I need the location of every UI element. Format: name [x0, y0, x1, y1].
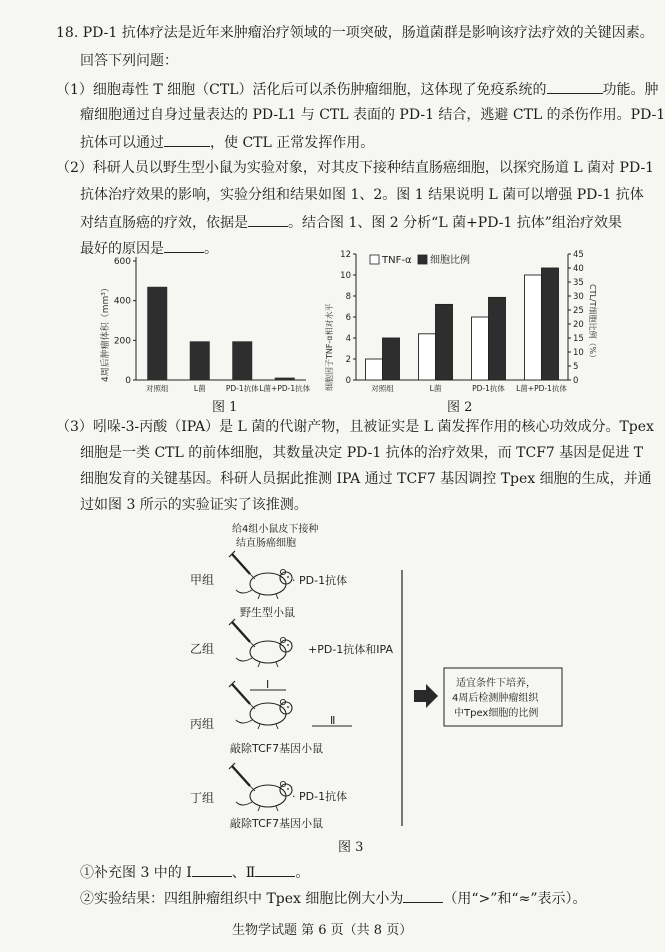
group-4-name: 丁组: [190, 791, 215, 805]
part2-line3: [80, 212, 622, 232]
fig1-y-tick-label: 0: [125, 376, 131, 386]
legend-label-tnf: TNF-α: [382, 255, 412, 266]
fig1-bar: [232, 341, 252, 380]
part2-line1: （2）科研人员以野生型小鼠为实验对象，对其皮下接种结直肠癌细胞，以探究肠道 L 菌对 PD-1: [56, 160, 655, 176]
fig1-y-tick-label: 400: [113, 296, 131, 307]
fig2-left-tick-label: 4: [345, 334, 351, 344]
part3-line1: （3）吲哚-3-丙酸（IPA）是 L 菌的代谢产物，且被证实是 L 菌发挥作用的核心功效成分。Tpex: [56, 419, 654, 435]
group-4-treatment: · PD-1抗体: [292, 790, 348, 803]
part2-text-a: 对结直肠癌的疗效，依据是: [80, 215, 248, 231]
fig1-bar: [190, 341, 210, 380]
subq2-text-b: （用“>”和“≈”表示）。: [443, 891, 587, 907]
fig1-x-tick-label: L菌: [193, 384, 206, 393]
legend-label-cell: 细胞比例: [430, 255, 470, 266]
fig3-top-note-1: 给4组小鼠皮下接种: [232, 524, 319, 535]
fig2-left-tick-label: 10: [340, 271, 351, 281]
part2-text-d: 。: [204, 241, 218, 257]
fig1-y-tick-label: 600: [113, 257, 131, 267]
fig2-bar-tnf: [472, 317, 489, 380]
figure-1-chart: [96, 254, 318, 404]
fig2-x-tick-label: 对照组: [371, 384, 394, 393]
fig2-ylabel-right: CTL/T细胞比例（%）: [588, 284, 597, 363]
figure-3-caption: 图 3: [338, 840, 364, 855]
part1-text-a: （1）细胞毒性 T 细胞（CTL）活化后可以杀伤肿瘤细胞，这体现了免疫系统的: [56, 82, 547, 98]
mouse-syringe-icon: [229, 619, 292, 667]
fig2-bar-cell: [383, 338, 400, 380]
fig1-ylabel: 4周后肿瘤体积（mm³）: [101, 283, 111, 382]
answer-blank-5[interactable]: [192, 862, 232, 877]
group-3-treatment-blank[interactable]: Ⅱ: [330, 714, 336, 727]
figure-2-chart: [318, 246, 596, 404]
legend-swatch-tnf: [370, 255, 379, 264]
right-arrow-icon: [414, 684, 438, 708]
fig2-right-tick-label: 10: [573, 348, 584, 358]
subq1-text-c: 。: [295, 865, 310, 881]
part3-line3: 细胞发育的关键基因。科研人员据此推测 IPA 通过 TCF7 基因调控 Tpex 细胞的生成，并通: [80, 471, 652, 487]
fig1-x-tick-label: PD-1抗体: [225, 384, 259, 393]
fig2-ylabel-left: 细胞因子TNF-α相对水平: [325, 303, 334, 391]
fig2-right-tick-label: 5: [573, 362, 579, 372]
figure-1-caption: 图 1: [212, 400, 238, 415]
fig2-bar-cell: [489, 297, 506, 380]
fig2-right-tick-label: 35: [573, 278, 584, 288]
part2-text-c: 最好的原因是: [80, 241, 164, 257]
fig2-right-tick-label: 45: [573, 250, 584, 260]
group-1-mouse: 野生型小鼠: [240, 606, 295, 619]
fig2-x-tick-label: PD-1抗体: [472, 384, 505, 393]
group-2-mouse-blank[interactable]: Ⅰ: [266, 678, 270, 691]
mouse-syringe-icon: [229, 763, 292, 811]
fig3-top-note-2: 结直肠癌细胞: [236, 538, 296, 549]
fig1-y-tick-label: 200: [113, 336, 131, 347]
part1-line1: [56, 79, 659, 99]
part2-line2: 抗体治疗效果的影响，实验分组和结果如图 1、2。图 1 结果说明 L 菌可以增强 PD-1 抗体: [80, 187, 644, 203]
subq1-text-a: ①补充图 3 中的 Ⅰ: [80, 865, 192, 881]
part2-text-b: 。结合图 1、图 2 分析“L 菌+PD-1 抗体”组治疗效果: [288, 215, 622, 231]
fig2-right-tick-label: 20: [573, 320, 584, 330]
figure-2-caption: 图 2: [447, 400, 473, 415]
fig2-left-tick-label: 6: [345, 313, 351, 323]
subquestion-2: [80, 888, 586, 908]
group-4-mouse: 敲除TCF7基因小鼠: [230, 817, 324, 830]
group-1-treatment-text: PD-1抗体: [299, 574, 348, 587]
fig2-left-tick-label: 8: [345, 292, 351, 302]
legend-swatch-cell: [418, 255, 427, 264]
answer-blank-1[interactable]: [547, 79, 603, 94]
part1-text-c: 抗体可以通过: [80, 135, 164, 151]
part1-text-b: 功能。肿: [602, 82, 659, 98]
part3-line4: 过如图 3 所示的实验证实了该推测。: [80, 497, 308, 513]
fig2-left-tick-label: 12: [340, 250, 351, 260]
subq1-text-b: 、Ⅱ: [231, 865, 256, 881]
answer-blank-2[interactable]: [164, 132, 210, 147]
fig1-bar: [275, 378, 295, 380]
result-box-line-3: 中Tpex细胞的比例: [454, 708, 539, 719]
result-box-line-2: 4周后检测肿瘤组织: [452, 693, 539, 704]
fig2-x-tick-label: L菌+PD-1抗体: [516, 384, 567, 393]
fig2-right-tick-label: 0: [573, 376, 579, 386]
fig2-right-tick-label: 40: [573, 264, 584, 274]
fig2-left-tick-label: 2: [345, 355, 351, 365]
group-3-mouse: 敲除TCF7基因小鼠: [230, 742, 324, 755]
part1-line3: [80, 132, 374, 152]
mouse-syringe-icon: [229, 681, 292, 729]
answer-blank-4[interactable]: [164, 238, 204, 253]
part1-text-d: ，使 CTL 正常发挥作用。: [210, 135, 375, 151]
part3-line2: 细胞是一类 CTL 的前体细胞，其数量决定 PD-1 抗体的治疗效果，而 TCF7 基因是促进 T: [80, 445, 644, 461]
fig2-bar-cell: [436, 304, 453, 380]
fig2-bar-tnf: [525, 275, 542, 380]
group-2-treatment: +PD-1抗体和IPA: [308, 643, 393, 656]
page-footer: 生物学试题 第 6 页（共 8 页）: [232, 923, 413, 938]
fig2-bar-tnf: [366, 359, 383, 380]
fig2-x-tick-label: L菌: [429, 384, 442, 393]
group-4-treatment-text: PD-1抗体: [299, 790, 348, 803]
fig2-bar-tnf: [419, 334, 436, 380]
group-1-treatment: · PD-1抗体: [292, 574, 348, 587]
subq2-text-a: ②实验结果：四组肿瘤组织中 Tpex 细胞比例大小为: [80, 891, 404, 907]
fig2-left-tick-label: 0: [345, 376, 351, 386]
group-1-name: 甲组: [190, 573, 215, 587]
fig1-x-tick-label: L菌+PD-1抗体: [259, 384, 311, 393]
answer-blank-3[interactable]: [248, 212, 288, 227]
fig2-bar-cell: [542, 268, 559, 380]
subquestion-1: [80, 862, 309, 882]
group-2-name: 乙组: [190, 642, 215, 656]
mouse-syringe-icon: [229, 551, 292, 599]
fig2-right-tick-label: 25: [573, 306, 584, 316]
fig1-bar: [147, 287, 167, 380]
fig2-right-tick-label: 30: [573, 292, 584, 302]
result-box-line-1: 适宜条件下培养，: [456, 678, 536, 689]
fig2-right-tick-label: 15: [573, 334, 584, 344]
part1-line2: 瘤细胞通过自身过量表达的 PD-L1 与 CTL 表面的 PD-1 结合，逃避 CTL 的杀伤作用。PD-1: [80, 107, 665, 123]
answer-blank-6[interactable]: [255, 862, 295, 877]
answer-blank-7[interactable]: [403, 888, 443, 903]
group-3-name: 丙组: [190, 717, 215, 731]
q18-answer-prompt: 回答下列问题：: [80, 53, 178, 69]
figure-3-diagram: [180, 520, 580, 850]
fig1-x-tick-label: 对照组: [146, 384, 169, 393]
q18-intro: 18. PD-1 抗体疗法是近年来肿瘤治疗领域的一项突破，肠道菌群是影响该疗法疗效的关键因素。: [56, 25, 654, 41]
